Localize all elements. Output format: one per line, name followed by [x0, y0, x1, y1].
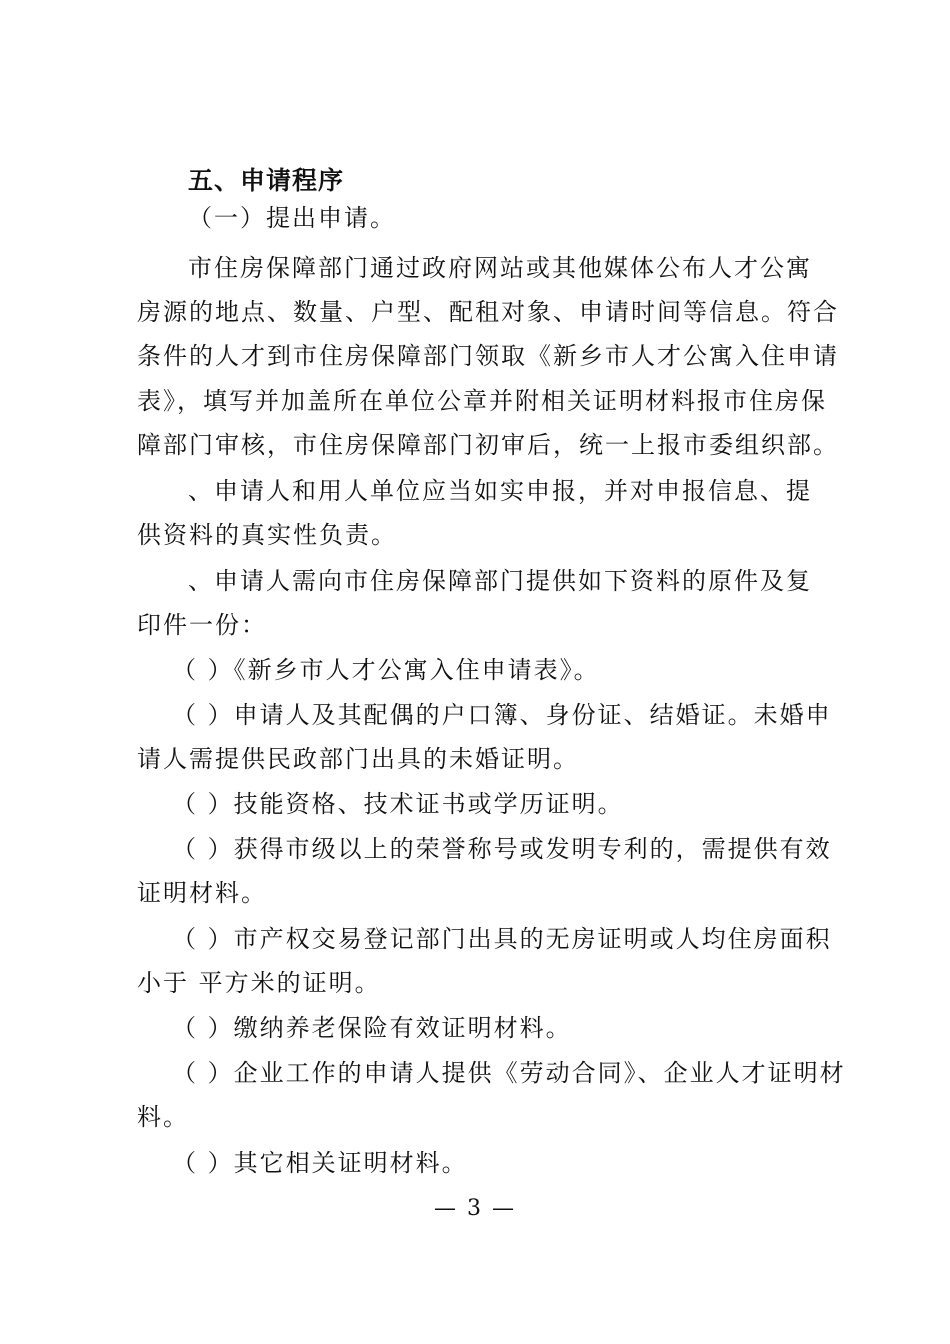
- paragraph3-line: 、申请人需向市住房保障部门提供如下资料的原件及复: [188, 567, 812, 595]
- paragraph2-line: 、申请人和用人单位应当如实申报，并对申报信息、提: [188, 477, 812, 505]
- list-item: （ ）获得市级以上的荣誉称号或发明专利的，需提供有效: [172, 835, 832, 863]
- list-item: （ ）技能资格、技术证书或学历证明。: [172, 790, 624, 818]
- page-number: — 3 —: [434, 1196, 516, 1221]
- paragraph1-line: 障部门审核，市住房保障部门初审后，统一上报市委组织部。: [137, 431, 839, 459]
- paragraph3-line: 印件一份：: [137, 611, 267, 639]
- list-item-continuation: 小于 平方米的证明。: [137, 969, 381, 997]
- list-item-continuation: 料。: [137, 1103, 189, 1131]
- paragraph1-line: 条件的人才到市住房保障部门领取《新乡市人才公寓入住申请: [137, 342, 839, 370]
- list-item: （ ）《新乡市人才公寓入住申请表》。: [172, 656, 600, 684]
- subheading: （一）提出申请。: [188, 204, 396, 232]
- paragraph1-line: 表》，填写并加盖所在单位公章并附相关证明材料报市住房保: [137, 387, 827, 415]
- list-item: （ ）其它相关证明材料。: [172, 1149, 468, 1177]
- list-item: （ ）缴纳养老保险有效证明材料。: [172, 1014, 572, 1042]
- list-item-continuation: 请人需提供民政部门出具的未婚证明。: [137, 745, 579, 773]
- paragraph1-line: 房源的地点、数量、户型、配租对象、申请时间等信息。符合: [137, 298, 839, 326]
- list-item-continuation: 证明材料。: [137, 879, 267, 907]
- paragraph1-line: 市住房保障部门通过政府网站或其他媒体公布人才公寓: [188, 254, 812, 282]
- list-item: （ ）企业工作的申请人提供《劳动合同》、企业人才证明材: [172, 1059, 846, 1087]
- list-item: （ ）申请人及其配偶的户口簿、身份证、结婚证。未婚申: [172, 701, 832, 729]
- list-item: （ ）市产权交易登记部门出具的无房证明或人均住房面积: [172, 925, 832, 953]
- section-heading: 五、申请程序: [188, 166, 345, 195]
- paragraph2-line: 供资料的真实性负责。: [137, 521, 397, 549]
